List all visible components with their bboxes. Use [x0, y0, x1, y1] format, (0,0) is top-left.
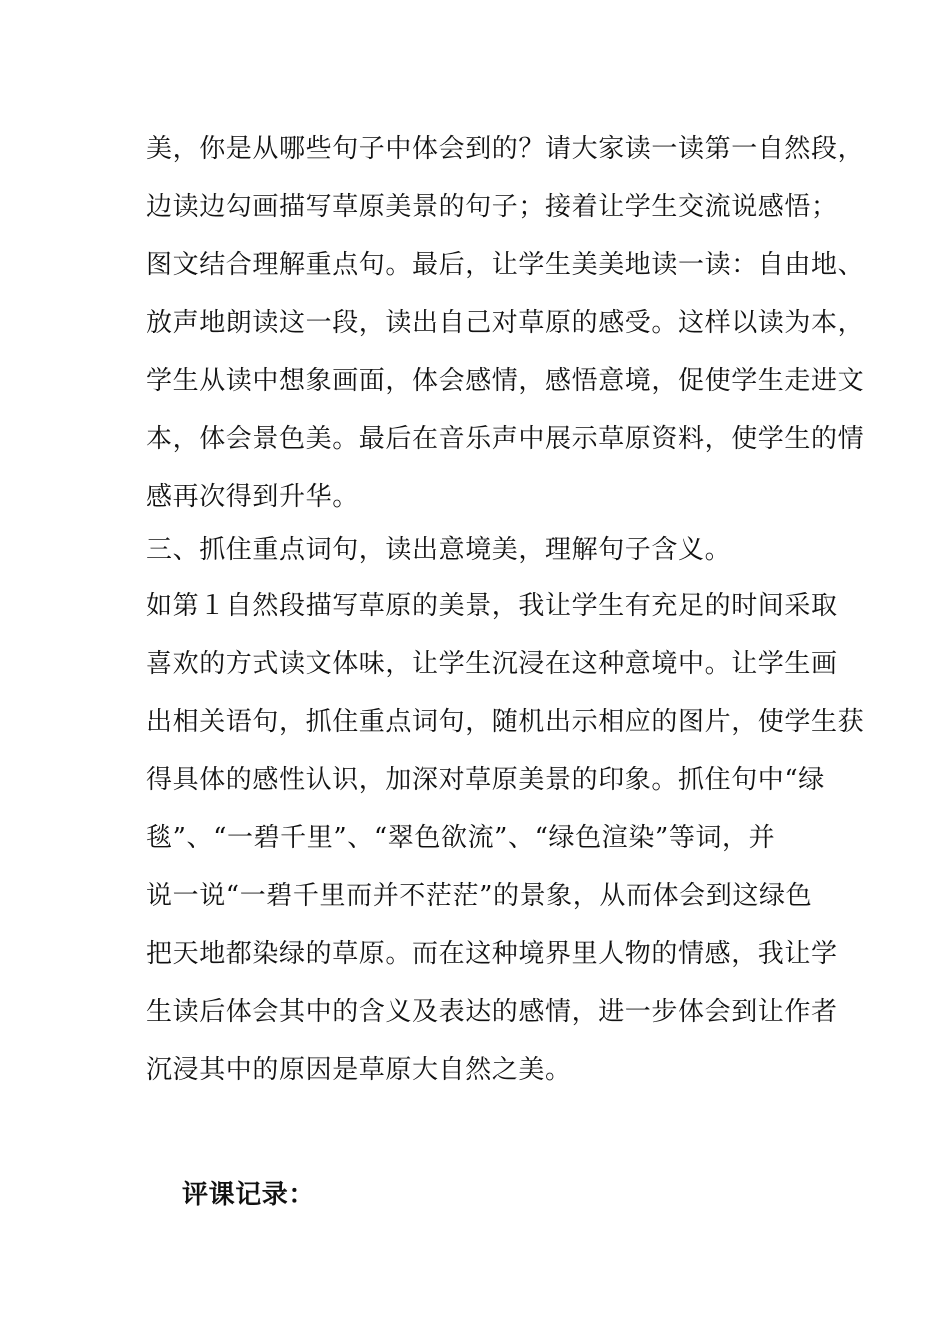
paragraph-line: 生读后体会其中的含义及表达的感情，进一步体会到让作者: [146, 997, 838, 1027]
paragraph-line: 图文结合理解重点句。最后，让学生美美地读一读：自由地、: [146, 250, 865, 280]
paragraph-line: 喜欢的方式读文体味，让学生沉浸在这种意境中。让学生画: [146, 649, 838, 679]
paragraph-line: 出相关语句，抓住重点词句，随机出示相应的图片，使学生获: [146, 707, 865, 737]
evaluation-heading: 评课记录：: [182, 1180, 316, 1210]
paragraph-line: 沉浸其中的原因是草原大自然之美。: [146, 1055, 572, 1085]
paragraph-line: 感再次得到升华。: [146, 482, 359, 512]
paragraph-line: 美，你是从哪些句子中体会到的？请大家读一读第一自然段，: [146, 134, 865, 164]
paragraph-line: 说一说“一碧千里而并不茫茫”的景象，从而体会到这绿色: [146, 881, 813, 911]
paragraph-line: 放声地朗读这一段，读出自己对草原的感受。这样以读为本，: [146, 308, 865, 338]
paragraph-line: 学生从读中想象画面，体会感情，感悟意境，促使学生走进文: [146, 366, 865, 396]
paragraph-line: 如第１自然段描写草原的美景，我让学生有充足的时间采取: [146, 591, 838, 621]
paragraph-line: 本，体会景色美。最后在音乐声中展示草原资料，使学生的情: [146, 424, 865, 454]
paragraph-line: 边读边勾画描写草原美景的句子；接着让学生交流说感悟；: [146, 192, 838, 222]
paragraph-line: 毯”、“一碧千里”、“翠色欲流”、“绿色渲染”等词，并: [146, 823, 776, 853]
paragraph-line: 得具体的感性认识，加深对草原美景的印象。抓住句中“绿: [146, 765, 825, 795]
section-heading: 三、抓住重点词句，读出意境美，理解句子含义。: [146, 535, 732, 565]
paragraph-line: 把天地都染绿的草原。而在这种境界里人物的情感，我让学: [146, 939, 838, 969]
